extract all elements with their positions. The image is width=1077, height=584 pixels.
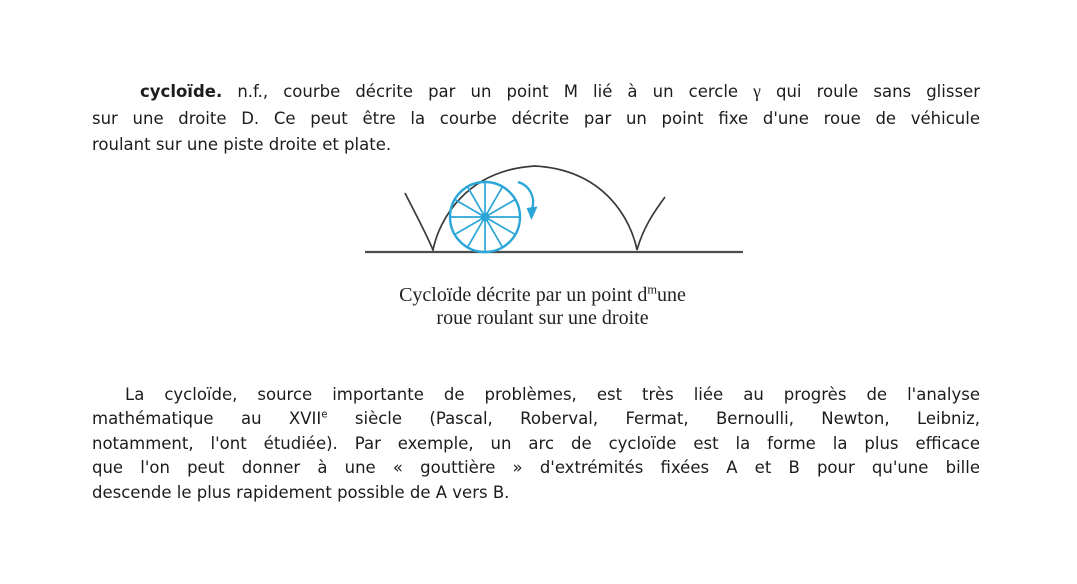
caption-text: roue roulant sur une droite: [436, 306, 649, 329]
caption-text: Cycloïde décrite par un point d: [399, 283, 648, 306]
figure-caption-line-1: [105, 281, 980, 307]
page-content: [92, 78, 980, 505]
definition-text: sur une droite D. Ce peut être la courbe décrite par un point fixe d'une roue de véhicule: [92, 108, 980, 128]
rotation-arrow-head: [527, 206, 538, 220]
body-text: notamment, l'ont étudiée). Par exemple, un arc de cycloïde est la forme la plus efficace: [92, 433, 980, 453]
century-superscript: e: [321, 409, 328, 421]
definition-line-3: [92, 132, 980, 159]
body-line-2: [92, 407, 980, 432]
gamma-symbol: γ: [753, 81, 761, 101]
rotation-arrow-arc: [518, 182, 533, 209]
wheel-hub: [481, 212, 490, 221]
body-text: que l'on peut donner à une « gouttière » d'extrémités fixées A et B pour qu'une bille: [92, 458, 980, 477]
definition-line-2: [92, 106, 980, 133]
body-text: descende le plus rapidement possible de A vers B.: [92, 482, 510, 502]
caption-superscript: m: [647, 281, 657, 296]
figure-caption: [92, 281, 980, 330]
definition-text: roulant sur une piste droite et plate.: [92, 135, 392, 154]
body-line-4: [92, 456, 980, 481]
body-text: mathématique au XVII: [92, 409, 322, 428]
body-paragraph: [92, 383, 980, 506]
cycloid-figure: [365, 157, 750, 267]
body-text: siècle (Pascal, Roberval, Fermat, Bernoulli, Newton, Leibniz,: [327, 409, 981, 428]
definition-line-1: [92, 78, 980, 106]
body-line-5: [92, 481, 980, 506]
caption-text: une: [657, 283, 686, 306]
headword: cycloïde.: [140, 82, 223, 101]
cycloid-drawing: [365, 157, 750, 267]
definition-text: qui roule sans glisser: [760, 82, 980, 101]
body-text: La cycloïde, source importante de problèmes, est très liée au progrès de l'analyse: [125, 384, 980, 404]
definition-paragraph: [92, 78, 980, 159]
figure-caption-line-2: [105, 307, 980, 330]
spoked-wheel: [450, 182, 520, 252]
definition-text: n.f., courbe décrite par un point M lié à un cercle: [222, 82, 754, 101]
body-line-1: [92, 383, 980, 408]
body-line-3: [92, 432, 980, 457]
